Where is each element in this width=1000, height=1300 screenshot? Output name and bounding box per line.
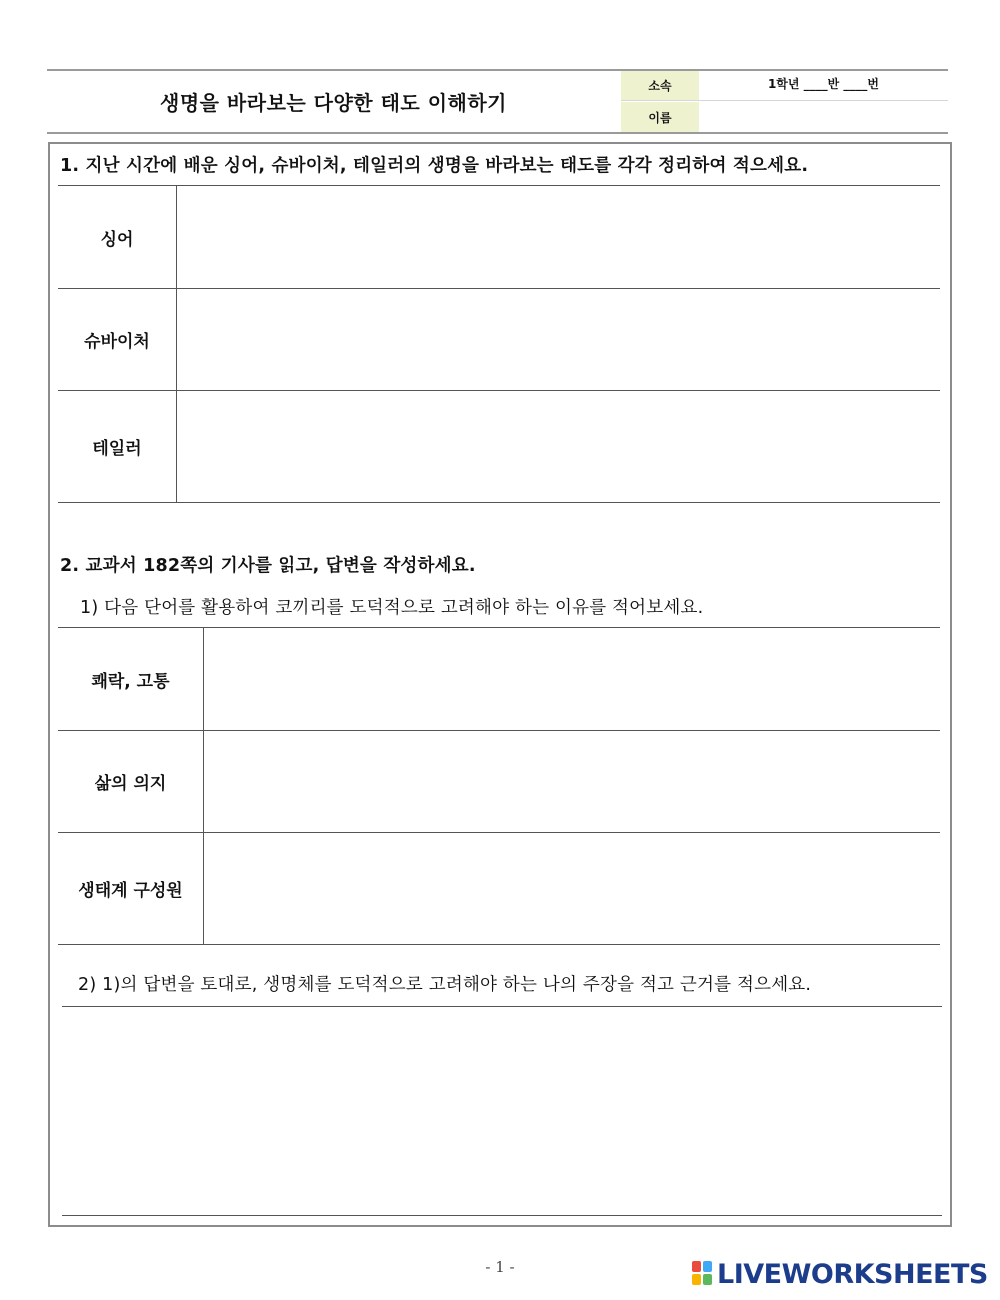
q2-answer-pleasure-pain[interactable]: [205, 628, 940, 730]
liveworksheets-cube-icon: [692, 1261, 714, 1287]
q2-part-2-top-rule: [62, 1006, 942, 1007]
affiliation-label: 소속: [621, 71, 699, 100]
q2-part-2-bottom-rule: [62, 1215, 942, 1216]
student-info-box: [621, 71, 948, 132]
page-number: - 1 -: [485, 1258, 515, 1276]
q1-answer-taylor[interactable]: [178, 391, 940, 502]
q2-answer-will-to-live[interactable]: [205, 731, 940, 832]
liveworksheets-wordmark: LIVEWORKSHEETS: [717, 1258, 988, 1290]
q2-answer-ecosystem-member[interactable]: [205, 833, 940, 944]
name-field[interactable]: [699, 102, 948, 132]
affiliation-field[interactable]: 1학년 ____반 ____번: [767, 77, 880, 91]
liveworksheets-logo[interactable]: [692, 1258, 988, 1290]
question-2-part-1-prompt: 1) 다음 단어를 활용하여 코끼리를 도덕적으로 고려해야 하는 이유를 적어보세요.: [80, 598, 704, 618]
q2-table-bottom-rule: [58, 944, 940, 945]
q1-row-label-singer: 싱어: [100, 229, 134, 250]
q1-answer-schweitzer[interactable]: [178, 289, 940, 390]
q2-table-divider: [203, 627, 204, 944]
q2-part-2-answer[interactable]: [62, 1008, 942, 1214]
q1-row-label-schweitzer: 슈바이처: [84, 332, 150, 352]
question-1-heading: 1. 지난 시간에 배운 싱어, 슈바이처, 테일러의 생명을 바라보는 태도를 각각 정리하여 적으세요.: [60, 156, 809, 176]
q1-answer-singer[interactable]: [178, 186, 940, 288]
worksheet-frame: [48, 142, 952, 1227]
q1-row-label-taylor: 테일러: [92, 439, 142, 459]
q2-row-label-ecosystem-member: 생태계 구성원: [78, 881, 183, 901]
q1-table-divider: [176, 185, 177, 502]
header-bottom-rule: [47, 132, 948, 134]
q2-row-label-will-to-live: 삶의 의지: [94, 774, 167, 794]
worksheet-title: 생명을 바라보는 다양한 태도 이해하기: [160, 91, 507, 115]
affiliation-row: [621, 71, 948, 101]
name-label: 이름: [621, 102, 699, 132]
q2-row-label-pleasure-pain: 쾌락, 고통: [91, 671, 170, 692]
name-row: [621, 102, 948, 132]
question-2-heading: 2. 교과서 182쪽의 기사를 읽고, 답변을 작성하세요.: [60, 556, 476, 576]
question-2-part-2-prompt: 2) 1)의 답변을 토대로, 생명체를 도덕적으로 고려해야 하는 나의 주장을 적고 근거를 적으세요.: [78, 975, 812, 995]
q1-table-bottom-rule: [58, 502, 940, 503]
